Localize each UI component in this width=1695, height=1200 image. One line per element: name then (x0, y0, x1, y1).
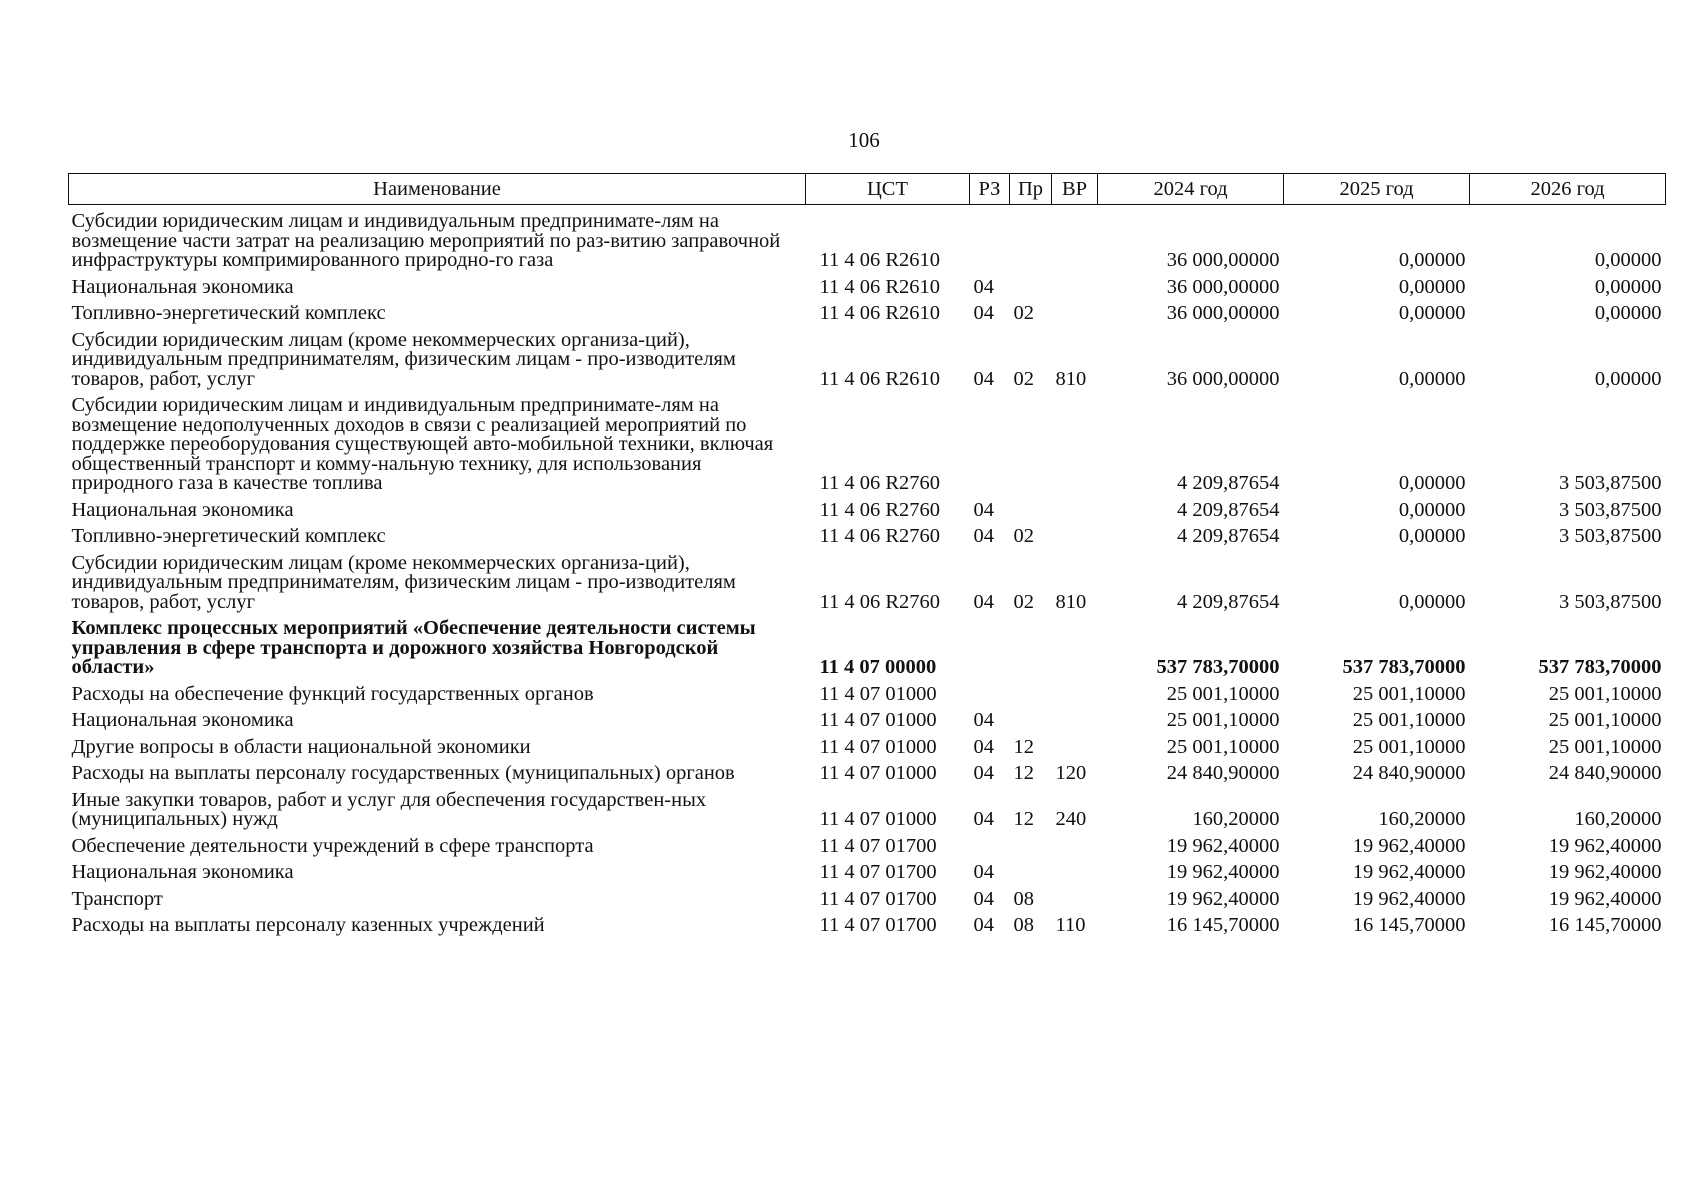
cell-2024: 4 209,87654 (1177, 498, 1280, 521)
page-number: 106 (848, 128, 880, 152)
cell-cst: 11 4 07 00000 (819, 656, 937, 678)
cell-vr (1052, 205, 1098, 271)
cell-vr (1052, 830, 1098, 857)
cell-rz (970, 830, 1010, 857)
cell-rz: 04 (973, 914, 994, 936)
table-row (69, 205, 1666, 271)
cell-pr: 12 (1013, 762, 1034, 784)
table-row (69, 520, 1666, 547)
cell-name: Обеспечение деятельности учреждений в сфере транспорта (71, 834, 594, 857)
cell-cst: 11 4 06 R2760 (819, 472, 941, 494)
cell-rz: 04 (973, 367, 994, 390)
cell-rz: 04 (973, 525, 994, 547)
table-row (69, 547, 1666, 613)
cell-vr: 110 (1055, 914, 1086, 936)
cell-cst: 11 4 07 01000 (819, 709, 937, 731)
header-rz: РЗ (970, 174, 1010, 205)
cell-2024: 16 145,70000 (1166, 914, 1280, 936)
table-row (69, 883, 1666, 910)
cell-cst: 11 4 07 01000 (819, 735, 937, 758)
cell-rz: 04 (973, 887, 994, 910)
cell-cst: 11 4 07 01000 (819, 762, 937, 784)
cell-2024: 36 000,00000 (1166, 275, 1280, 298)
cell-2026: 3 503,87500 (1559, 590, 1662, 613)
cell-2025: 25 001,10000 (1352, 735, 1466, 758)
cell-pr (1010, 678, 1052, 705)
table-row (69, 784, 1666, 830)
cell-2026: 25 001,10000 (1548, 682, 1662, 705)
cell-rz: 04 (973, 275, 994, 298)
cell-pr (1010, 612, 1052, 678)
cell-cst: 11 4 06 R2760 (819, 590, 941, 613)
cell-2026: 0,00000 (1594, 275, 1662, 298)
cell-2024: 4 209,87654 (1177, 525, 1280, 547)
cell-2025: 25 001,10000 (1352, 709, 1466, 731)
cell-vr (1052, 731, 1098, 758)
table-row (69, 612, 1666, 678)
header-name: Наименование (69, 174, 806, 205)
cell-2026: 537 783,70000 (1538, 656, 1662, 678)
table-row (69, 389, 1666, 494)
cell-pr (1010, 704, 1052, 731)
cell-2026: 19 962,40000 (1548, 887, 1662, 910)
cell-rz: 04 (973, 709, 994, 731)
cell-cst: 11 4 07 01000 (819, 808, 937, 830)
header-cst: ЦСТ (806, 174, 970, 205)
table-body (69, 205, 1666, 936)
cell-2026: 3 503,87500 (1559, 498, 1662, 521)
cell-name: Субсидии юридическим лицам (кроме некоммерческих организа-ций), индивидуальным предпринимателям, физическим лицам - про-изводителям товаров, работ, услуг (71, 551, 736, 613)
cell-2024: 36 000,00000 (1166, 249, 1280, 271)
cell-rz (970, 205, 1010, 271)
cell-name: Иные закупки товаров, работ и услуг для обеспечения государствен-ных (муниципальных) нужд (71, 788, 707, 830)
cell-2024: 25 001,10000 (1166, 682, 1280, 705)
cell-name: Национальная экономика (71, 861, 294, 883)
cell-pr: 08 (1013, 914, 1034, 936)
budget-table (68, 173, 1666, 936)
cell-2025: 0,00000 (1398, 302, 1466, 324)
cell-2026: 19 962,40000 (1548, 834, 1662, 857)
cell-2025: 16 145,70000 (1352, 914, 1466, 936)
cell-2024: 19 962,40000 (1166, 834, 1280, 857)
table-row (69, 271, 1666, 298)
cell-2024: 4 209,87654 (1177, 472, 1280, 494)
cell-cst: 11 4 06 R2610 (819, 367, 941, 390)
cell-2026: 25 001,10000 (1548, 735, 1662, 758)
cell-pr (1010, 389, 1052, 494)
cell-2024: 537 783,70000 (1156, 656, 1280, 678)
cell-vr: 240 (1055, 808, 1087, 830)
cell-vr (1052, 271, 1098, 298)
cell-2025: 160,20000 (1378, 808, 1466, 830)
cell-2024: 4 209,87654 (1177, 590, 1280, 613)
header-2024: 2024 год (1098, 174, 1284, 205)
cell-vr (1052, 494, 1098, 521)
cell-rz (970, 389, 1010, 494)
cell-vr: 120 (1055, 762, 1087, 784)
table-header-row (69, 174, 1666, 205)
cell-2024: 160,20000 (1192, 808, 1280, 830)
cell-2026: 19 962,40000 (1548, 861, 1662, 883)
cell-vr (1052, 297, 1098, 324)
cell-2026: 16 145,70000 (1548, 914, 1662, 936)
cell-2026: 0,00000 (1594, 249, 1662, 271)
cell-2025: 0,00000 (1398, 249, 1466, 271)
cell-2024: 36 000,00000 (1166, 302, 1280, 324)
cell-2024: 25 001,10000 (1166, 735, 1280, 758)
header-2026: 2026 год (1470, 174, 1666, 205)
cell-2025: 19 962,40000 (1352, 861, 1466, 883)
cell-rz: 04 (973, 762, 994, 784)
cell-cst: 11 4 07 01700 (819, 887, 937, 910)
table-row (69, 678, 1666, 705)
cell-vr (1052, 612, 1098, 678)
cell-2025: 0,00000 (1398, 590, 1466, 613)
cell-name: Расходы на выплаты персоналу государственных (муниципальных) органов (71, 762, 735, 784)
cell-name: Национальная экономика (71, 498, 294, 521)
cell-rz: 04 (973, 590, 994, 613)
cell-vr (1052, 389, 1098, 494)
cell-2026: 0,00000 (1594, 302, 1662, 324)
cell-vr (1052, 704, 1098, 731)
table-row (69, 909, 1666, 936)
cell-cst: 11 4 06 R2610 (819, 249, 941, 271)
cell-rz: 04 (973, 808, 994, 830)
cell-2025: 25 001,10000 (1352, 682, 1466, 705)
cell-name: Расходы на выплаты персоналу казенных учреждений (71, 914, 545, 936)
cell-pr: 02 (1013, 590, 1034, 613)
table-row (69, 297, 1666, 324)
cell-name: Субсидии юридическим лицам и индивидуальным предпринимате-лям на возмещение части затрат на реализацию мероприятий по раз-витию заправочной инфраструктуры компримированного природно-го газа (71, 210, 781, 271)
table-row (69, 856, 1666, 883)
cell-cst: 11 4 07 01700 (819, 914, 937, 936)
cell-2026: 0,00000 (1594, 367, 1662, 390)
cell-name: Топливно-энергетический комплекс (71, 525, 386, 547)
cell-cst: 11 4 06 R2760 (819, 525, 941, 547)
cell-2024: 25 001,10000 (1166, 709, 1280, 731)
cell-vr (1052, 678, 1098, 705)
cell-name: Другие вопросы в области национальной экономики (71, 735, 531, 758)
cell-2024: 19 962,40000 (1166, 861, 1280, 883)
cell-rz: 04 (973, 735, 994, 758)
cell-name: Национальная экономика (71, 709, 294, 731)
cell-pr: 02 (1013, 302, 1034, 324)
cell-pr (1010, 856, 1052, 883)
cell-2025: 0,00000 (1398, 275, 1466, 298)
cell-pr: 12 (1013, 735, 1034, 758)
cell-2025: 0,00000 (1398, 472, 1466, 494)
table-row (69, 830, 1666, 857)
cell-pr: 08 (1013, 887, 1034, 910)
cell-vr: 810 (1055, 590, 1087, 613)
cell-2026: 3 503,87500 (1559, 472, 1662, 494)
table-row (69, 324, 1666, 390)
cell-2025: 537 783,70000 (1342, 656, 1466, 678)
header-vr: ВР (1052, 174, 1098, 205)
cell-vr (1052, 856, 1098, 883)
cell-2025: 0,00000 (1398, 367, 1466, 390)
cell-2025: 0,00000 (1398, 525, 1466, 547)
cell-2025: 0,00000 (1398, 498, 1466, 521)
cell-vr (1052, 883, 1098, 910)
header-pr: Пр (1010, 174, 1052, 205)
cell-2026: 160,20000 (1574, 808, 1662, 830)
cell-2025: 19 962,40000 (1352, 887, 1466, 910)
cell-2026: 3 503,87500 (1559, 525, 1662, 547)
cell-name: Расходы на обеспечение функций государственных органов (71, 682, 594, 705)
cell-2025: 19 962,40000 (1352, 834, 1466, 857)
cell-vr: 810 (1055, 367, 1087, 390)
cell-name: Субсидии юридическим лицам (кроме некоммерческих организа-ций), индивидуальным предпринимателям, физическим лицам - про-изводителям товаров, работ, услуг (71, 328, 736, 390)
cell-cst: 11 4 06 R2760 (819, 498, 941, 521)
cell-2025: 24 840,90000 (1352, 762, 1466, 784)
cell-rz (970, 612, 1010, 678)
cell-2026: 24 840,90000 (1548, 762, 1662, 784)
cell-cst: 11 4 07 01700 (819, 861, 937, 883)
cell-rz (970, 678, 1010, 705)
cell-cst: 11 4 06 R2610 (819, 275, 941, 298)
cell-2024: 24 840,90000 (1166, 762, 1280, 784)
cell-name: Топливно-энергетический комплекс (71, 302, 386, 324)
cell-cst: 11 4 07 01000 (819, 682, 937, 705)
cell-name: Комплекс процессных мероприятий «Обеспечение деятельности системы управления в сфере транспорта и дорожного хозяйства Новгородской области» (71, 617, 756, 678)
header-2025: 2025 год (1284, 174, 1470, 205)
cell-cst: 11 4 06 R2610 (819, 302, 941, 324)
cell-cst: 11 4 07 01700 (819, 834, 937, 857)
cell-name: Транспорт (71, 887, 163, 910)
cell-2024: 36 000,00000 (1166, 367, 1280, 390)
cell-2024: 19 962,40000 (1166, 887, 1280, 910)
table-row (69, 757, 1666, 784)
table-row (69, 704, 1666, 731)
cell-pr: 12 (1013, 808, 1034, 830)
table-row (69, 494, 1666, 521)
cell-name: Национальная экономика (71, 275, 294, 298)
cell-pr (1010, 205, 1052, 271)
cell-pr: 02 (1013, 367, 1034, 390)
cell-name: Субсидии юридическим лицам и индивидуальным предпринимате-лям на возмещение недополученных доходов в связи с реализацией мероприятий по поддержке переоборудования существующей авто-мобильной техники, включая общественный транспорт и комму-нальную технику, для использования природного газа в качестве топлива (71, 394, 774, 494)
cell-pr: 02 (1013, 525, 1034, 547)
cell-2026: 25 001,10000 (1548, 709, 1662, 731)
cell-pr (1010, 830, 1052, 857)
table-row (69, 731, 1666, 758)
cell-rz: 04 (973, 498, 994, 521)
cell-vr (1052, 520, 1098, 547)
cell-pr (1010, 271, 1052, 298)
cell-rz: 04 (973, 302, 994, 324)
cell-rz: 04 (973, 861, 994, 883)
cell-pr (1010, 494, 1052, 521)
